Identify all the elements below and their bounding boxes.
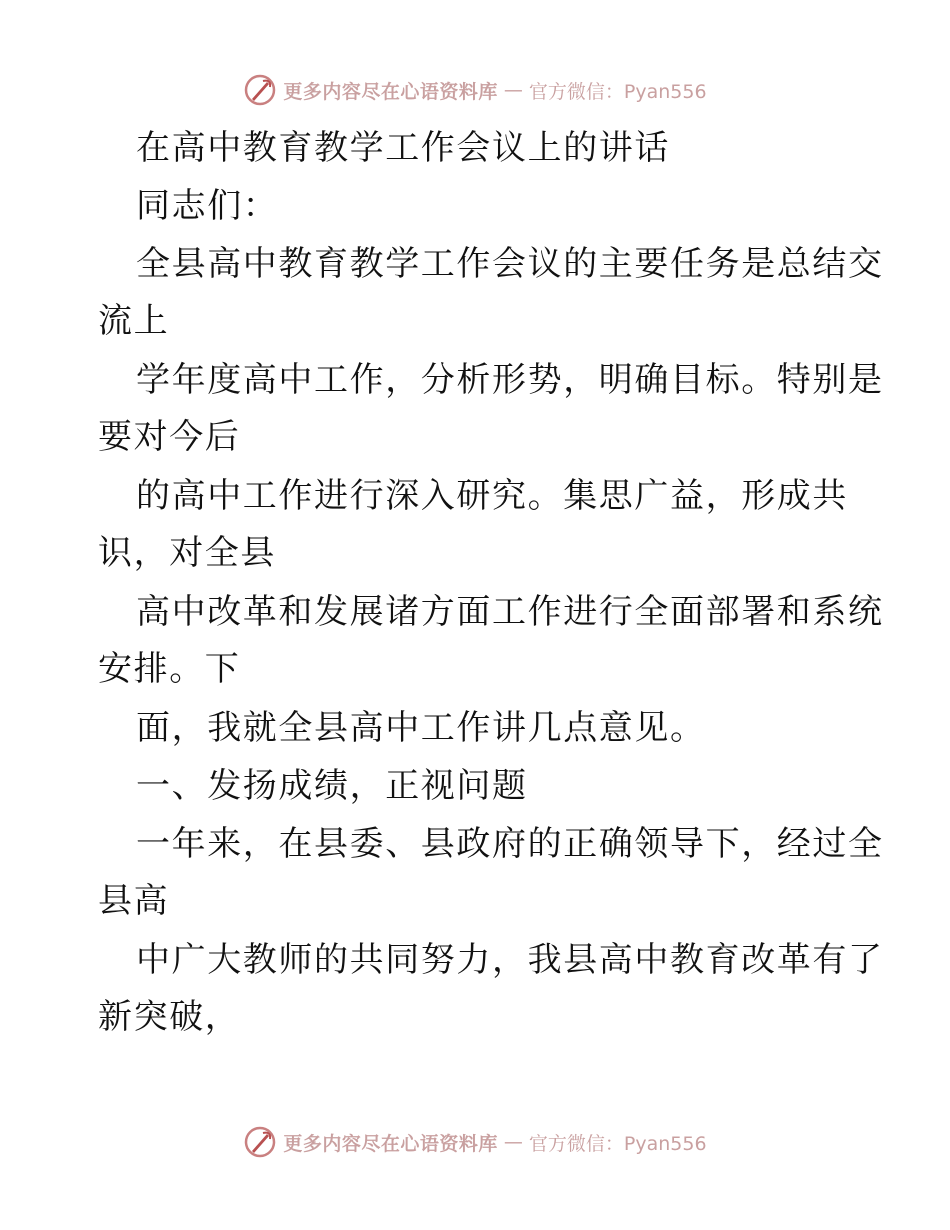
watermark-site-text: 更多内容尽在心语资料库 — [283, 80, 498, 103]
section-heading: 一、发扬成绩，正视问题 — [136, 766, 528, 806]
paragraph-line: 的高中工作进行深入研究。集思广益，形成共 — [136, 476, 848, 516]
paragraph-line: 中广大教师的共同努力，我县高中教育改革有了 — [136, 940, 884, 980]
paragraph-line: 流上 — [98, 301, 170, 341]
watermark-site-text: 更多内容尽在心语资料库 — [283, 1132, 498, 1155]
watermark-wechat-text: 官方微信：Pyan556 — [528, 1132, 707, 1155]
paragraph-line: 识，对全县 — [98, 533, 276, 573]
paragraph-line: 学年度高中工作，分析形势，明确目标。特别是 — [136, 360, 884, 400]
paragraph-line: 面，我就全县高中工作讲几点意见。 — [136, 708, 706, 748]
footer-watermark — [0, 1122, 950, 1162]
paragraph-line: 县高 — [98, 881, 170, 921]
paragraph-line: 高中改革和发展诸方面工作进行全面部署和系统 — [136, 592, 884, 632]
paragraph-line: 要对今后 — [98, 417, 241, 457]
header-watermark — [0, 70, 950, 110]
paragraph-line: 全县高中教育教学工作会议的主要任务是总结交 — [136, 244, 884, 284]
salutation: 同志们： — [136, 186, 279, 226]
quill-logo-icon — [243, 1125, 277, 1159]
paragraph-line: 一年来，在县委、县政府的正确领导下，经过全 — [136, 824, 884, 864]
watermark-wechat-text: 官方微信：Pyan556 — [528, 80, 707, 103]
watermark-dash: — — [503, 79, 523, 101]
document-title: 在高中教育教学工作会议上的讲话 — [136, 128, 670, 168]
paragraph-line: 新突破， — [98, 997, 241, 1037]
paragraph-line: 安排。下 — [98, 649, 241, 689]
quill-logo-icon — [243, 73, 277, 107]
watermark-dash: — — [503, 1131, 523, 1153]
